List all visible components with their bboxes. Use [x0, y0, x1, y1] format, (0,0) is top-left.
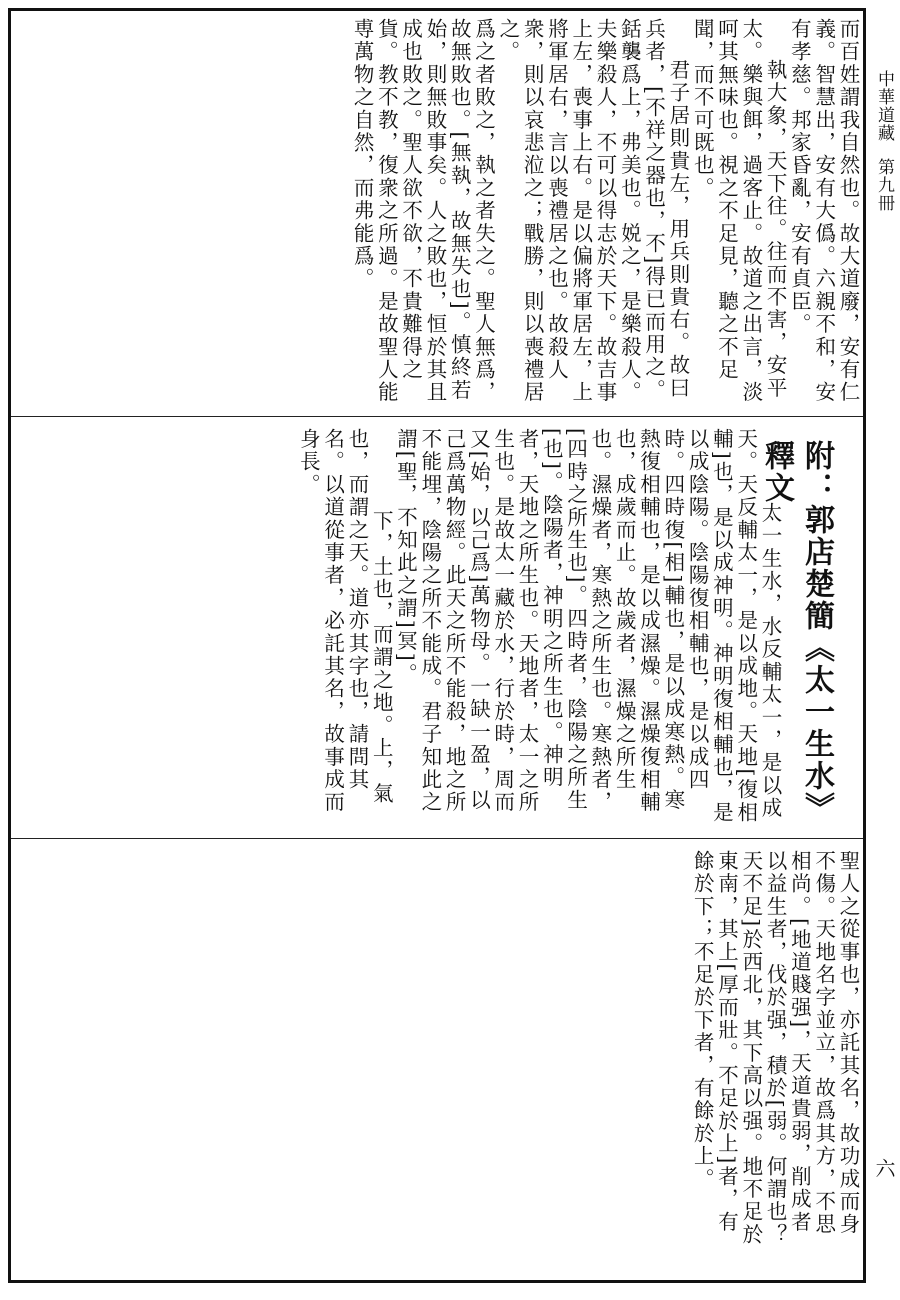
bottom-text-block	[570, 850, 860, 1250]
book-title: 中華道藏	[874, 70, 894, 142]
paragraph: 執大象，天下往。往而不害，安平太。樂與餌，過客止。故道之出言，淡呵其無味也。視之不足見，聽之不足聞，而不可既也。	[690, 18, 788, 404]
section-title: 附：郭店楚簡《太一生水》釋文	[759, 440, 834, 824]
volume-label: 第九冊	[874, 158, 894, 212]
running-header	[872, 70, 896, 212]
paragraph: 聖人之從事也，亦託其名，故功成而身不傷。天地名字並立，故爲其方，不思相尚。[地道賤强]，天道貴弱，削成者以益生者，伐於强，積於[弱。何謂也？天不足]於西北，其下高以强。地不足於東南，其上[厚而壯。不足於上]者，有餘於下；不足於下者，有餘於上。	[690, 850, 860, 1247]
top-text-block	[20, 18, 860, 410]
paragraph: 而百姓謂我自然也。故大道廢，安有仁義。智慧出，安有大僞。六親不和，安有孝慈。邦家昏亂，安有貞臣。	[787, 18, 860, 404]
section-divider	[11, 838, 863, 839]
paragraph: 太一生水，水反輔太一，是以成天。天反輔太一，是以成地。天地[復相輔]也，是以成神明。神明復相輔也，是以成陰陽。陰陽復相輔也，是以成四時。四時復[相]輔也，是以成寒熱。寒熱復相輔也，是以成濕燥。濕燥復相輔也，成歲而止。故歲者，濕燥之所生也。濕燥者，寒熱之所生也。寒熱者，[四時之所生也]。四時者，陰陽之所生[也]。陰陽者，神明之所生也。神明者，天地之所生也。天地者，太一之所生也。是故太一藏於水，行於時，周而又[始，以己爲]萬物母。一缺一盈，以己爲萬物經。此天之所不能殺，地之所不能埋，陰陽之所不能成。君子知此之謂[聖，不知此之謂]冥]。	[393, 428, 782, 825]
paragraph: 下，土也，而謂之地。上，氣也，而謂之天。道亦其字也，請問其名。以道從事者，必託其名，故事成而身長。	[296, 428, 394, 814]
middle-text-block	[20, 428, 782, 826]
paragraph: 爲之者敗之，執之者失之。聖人無爲，故無敗也。[無執，故無失也]。慎終若始，則無敗事矣。人之敗也，恒於其且成也敗之。聖人欲不欲，不貴難得之貨。教不教，復衆之所過。是故聖人能尃萬物之自然，而弗能爲。	[350, 18, 496, 404]
section-divider	[11, 416, 863, 417]
paragraph: 君子居則貴左，用兵則貴右。故曰兵者，[不祥之器也，不]得已而用之。銛襲爲上，弗美也。娧之，是樂殺人。夫樂殺人，不可以得志於天下。故吉事上左，喪事上右。是以偏將軍居左，上將軍居右，言以喪禮居之也。故殺人衆，則以哀悲涖之；戰勝，則以喪禮居之。	[495, 18, 690, 404]
page-number: 六	[872, 1158, 896, 1178]
